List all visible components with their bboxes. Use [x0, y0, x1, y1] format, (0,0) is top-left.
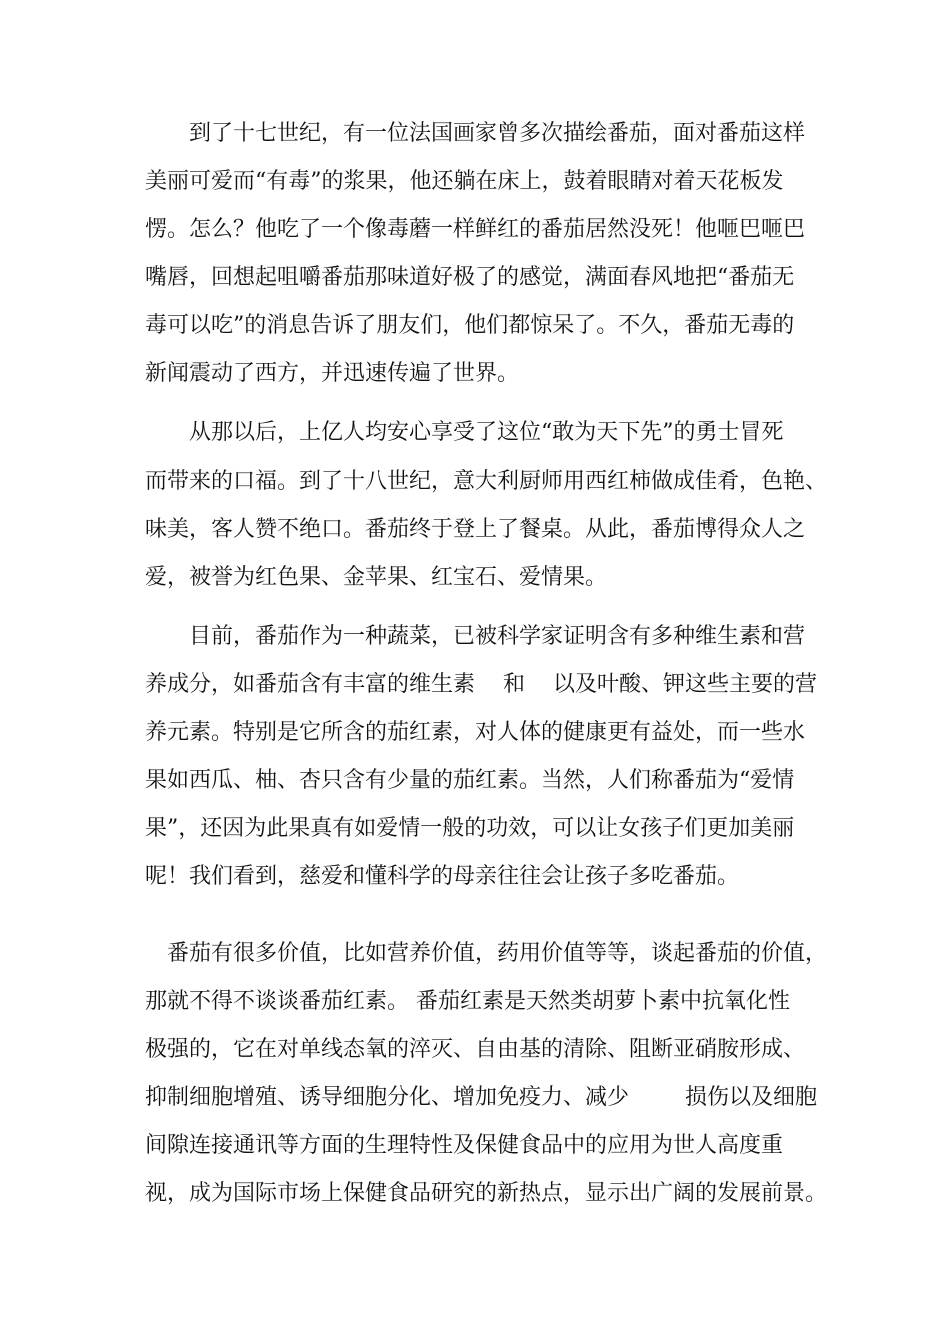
paragraph-4-line-6: 视，成为国际市场上保健食品研究的新热点，显示出广阔的发展前景。 — [145, 1181, 828, 1206]
paragraph-2-line-1: 从那以后，上亿人均安心享受了这位“敢为天下先”的勇士冒死 — [189, 420, 784, 445]
paragraph-1-line-6: 新闻震动了西方，并迅速传遍了世界。 — [145, 361, 520, 386]
paragraph-3-line-2: 养成分，如番茄含有丰富的维生素 和 以及叶酸、钾这些主要的营 — [145, 672, 817, 697]
paragraph-4-line-1: 番茄有很多价值，比如营养价值，药用价值等等，谈起番茄的价值， — [167, 941, 828, 966]
paragraph-4-line-3: 极强的，它在对单线态氧的淬灭、自由基的清除、阻断亚硝胺形成、 — [145, 1037, 806, 1062]
paragraph-4-line-2: 那就不得不谈谈番茄红素。 番茄红素是天然类胡萝卜素中抗氧化性 — [145, 989, 790, 1014]
paragraph-2-line-2: 而带来的口福。到了十八世纪，意大利厨师用西红柿做成佳肴，色艳、 — [145, 469, 828, 494]
paragraph-1-line-5: 毒可以吃”的消息告诉了朋友们，他们都惊呆了。不久，番茄无毒的 — [145, 313, 795, 338]
paragraph-1-line-3: 愣。怎么？他吃了一个像毒蘑一样鲜红的番茄居然没死！他咂巴咂巴 — [145, 217, 806, 242]
paragraph-3-line-5: 果”，还因为此果真有如爱情一般的功效，可以让女孩子们更加美丽 — [145, 816, 795, 841]
paragraph-1-line-4: 嘴唇，回想起咀嚼番茄那味道好极了的感觉，满面春风地把“番茄无 — [145, 265, 795, 290]
paragraph-3-line-6: 呢！我们看到，慈爱和懂科学的母亲往往会让孩子多吃番茄。 — [145, 864, 740, 889]
paragraph-1-line-1: 到了十七世纪，有一位法国画家曾多次描绘番茄，面对番茄这样 — [189, 121, 806, 146]
paragraph-4-line-4: 抑制细胞增殖、诱导细胞分化、增加免疫力、减少 损伤以及细胞 — [145, 1085, 817, 1110]
paragraph-1-line-2: 美丽可爱而“有毒”的浆果，他还躺在床上，鼓着眼睛对着天花板发 — [145, 169, 784, 194]
paragraph-3-line-3: 养元素。特别是它所含的茄红素，对人体的健康更有益处，而一些水 — [145, 720, 806, 745]
paragraph-2-line-4: 爱，被誉为红色果、金苹果、红宝石、爱情果。 — [145, 565, 608, 590]
paragraph-3-line-1: 目前，番茄作为一种蔬菜，已被科学家证明含有多种维生素和营 — [189, 624, 806, 649]
paragraph-2-line-3: 味美，客人赞不绝口。番茄终于登上了餐桌。从此，番茄博得众人之 — [145, 517, 806, 542]
paragraph-3-line-4: 果如西瓜、柚、杏只含有少量的茄红素。当然，人们称番茄为“爱情 — [145, 768, 795, 793]
paragraph-4-line-5: 间隙连接通讯等方面的生理特性及保健食品中的应用为世人高度重 — [145, 1133, 784, 1158]
